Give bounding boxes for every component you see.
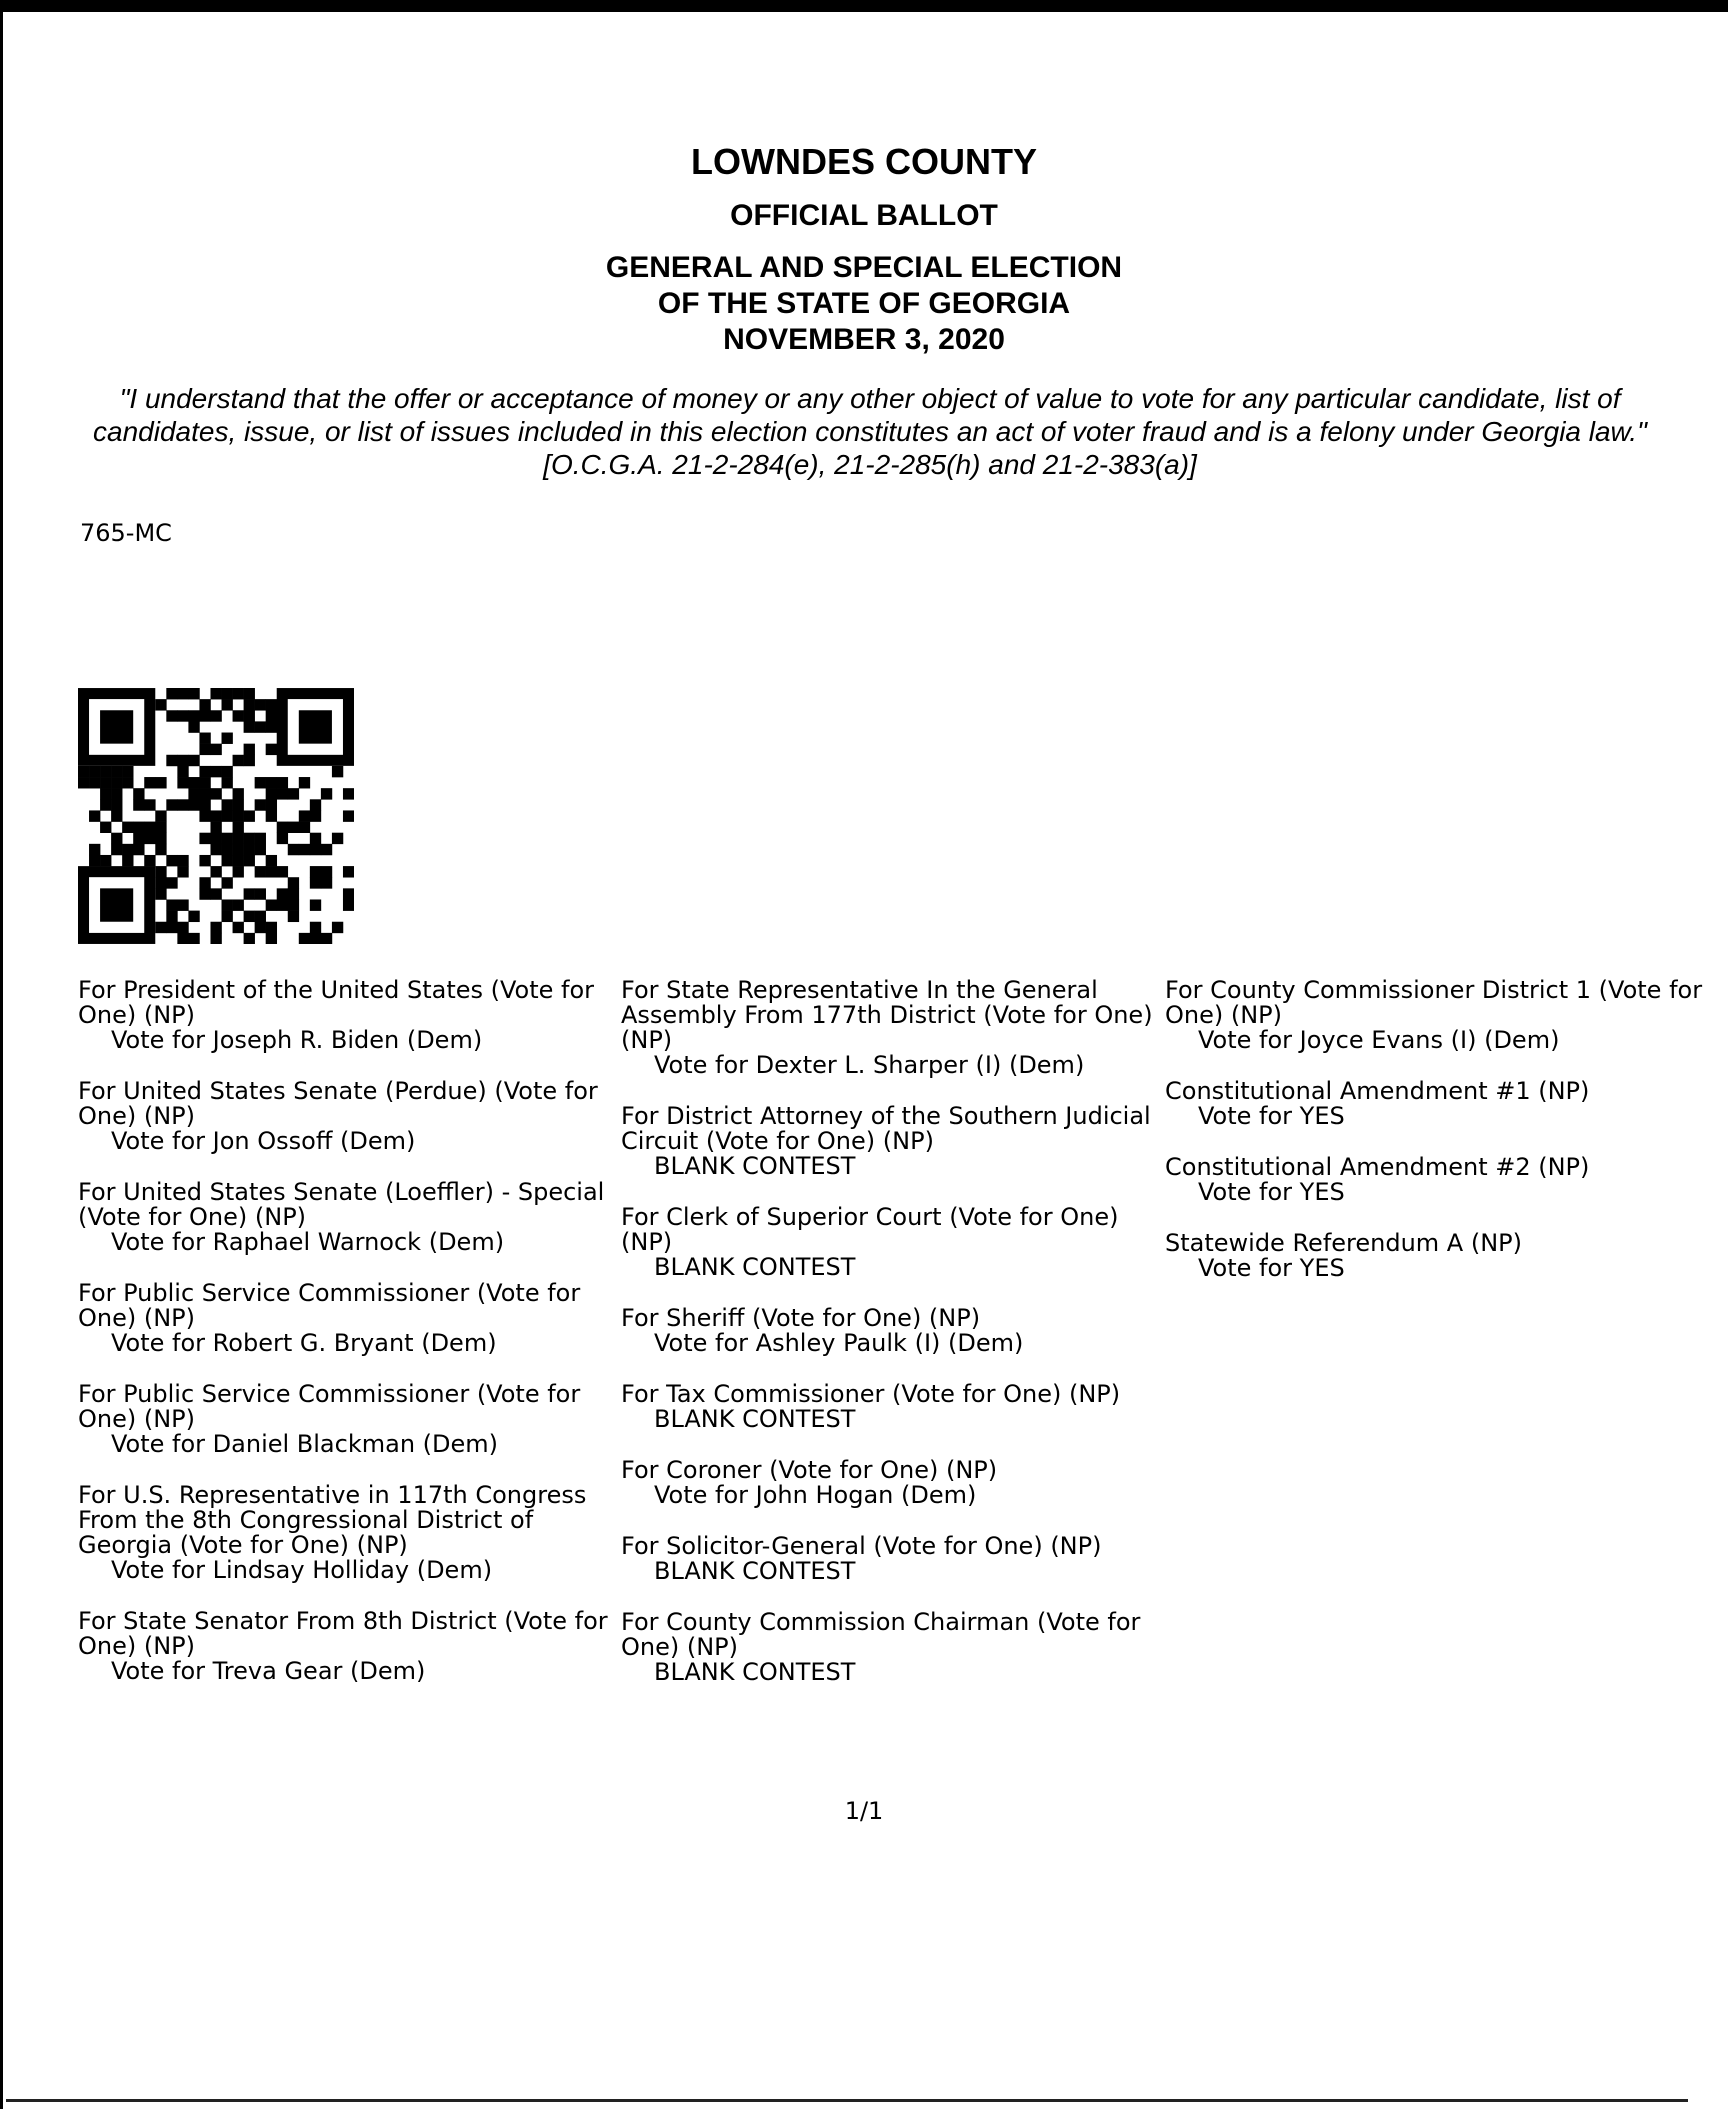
contest-title: For Tax Commissioner (Vote for One) (NP) [621,1380,1121,1408]
contest-title: For United States Senate (Loeffler) - Special (Vote for One) (NP) [78,1178,605,1231]
contest-selection: Vote for Dexter L. Sharper (I) (Dem) [654,1051,1085,1079]
contest-block [621,1306,1166,1356]
contest-selection: Vote for YES [1198,1254,1345,1282]
contest-title: For United States Senate (Perdue) (Vote for One) (NP) [78,1077,598,1130]
ballot-title: OFFICIAL BALLOT [730,199,998,232]
contest-title: For State Senator From 8th District (Vote for One) (NP) [78,1607,608,1660]
contest-selection: BLANK CONTEST [654,1658,856,1686]
ballot-header [0,138,1728,358]
contest-title: For U.S. Representative in 117th Congress From the 8th Congressional District of Georgia (Vote for One) (NP) [78,1481,587,1559]
contest-title: For President of the United States (Vote for One) (NP) [78,976,595,1029]
contest-selection: BLANK CONTEST [654,1405,856,1433]
contest-block [1165,1231,1725,1281]
contest-title: For Public Service Commissioner (Vote for One) (NP) [78,1279,581,1332]
contest-block [621,1104,1166,1179]
contest-block [621,1458,1166,1508]
ballot-style-code: 765-MC [80,519,172,547]
contest-selection: Vote for Robert G. Bryant (Dem) [111,1329,497,1357]
contest-selection: Vote for John Hogan (Dem) [654,1481,977,1509]
contest-block [621,1205,1166,1280]
contest-column-3 [1165,978,1725,1307]
contest-block [621,1382,1166,1432]
contest-selection: Vote for Raphael Warnock (Dem) [111,1228,505,1256]
contest-title: Constitutional Amendment #1 (NP) [1165,1077,1590,1105]
county-title: LOWNDES COUNTY [691,141,1037,182]
contest-selection: BLANK CONTEST [654,1152,856,1180]
contest-column-2 [621,978,1166,1711]
election-date: NOVEMBER 3, 2020 [723,323,1005,356]
contest-selection: Vote for YES [1198,1102,1345,1130]
contest-selection: Vote for YES [1198,1178,1345,1206]
contest-title: For County Commissioner District 1 (Vote for One) (NP) [1165,976,1703,1029]
election-title-line1: GENERAL AND SPECIAL ELECTION [605,251,1123,284]
contest-selection: Vote for Daniel Blackman (Dem) [111,1430,499,1458]
contest-selection: Vote for Jon Ossoff (Dem) [111,1127,416,1155]
contest-block [1165,1079,1725,1129]
contest-title: For Sheriff (Vote for One) (NP) [621,1304,981,1332]
contest-block [621,978,1166,1078]
contest-selection: Vote for Lindsay Holliday (Dem) [111,1556,493,1584]
contest-block [78,1483,623,1583]
contest-block [1165,1155,1725,1205]
contest-block [78,1382,623,1457]
contest-title: For County Commission Chairman (Vote for One) (NP) [621,1608,1141,1661]
contest-block [78,1609,623,1684]
contest-title: For Public Service Commissioner (Vote for One) (NP) [78,1380,581,1433]
contest-selection: Vote for Joyce Evans (I) (Dem) [1198,1026,1560,1054]
contest-title: For Coroner (Vote for One) (NP) [621,1456,998,1484]
contest-title: For Solicitor-General (Vote for One) (NP) [621,1532,1102,1560]
contest-selection: BLANK CONTEST [654,1253,856,1281]
contest-selection: Vote for Treva Gear (Dem) [111,1657,426,1685]
contest-title: For Clerk of Superior Court (Vote for One) (NP) [621,1203,1119,1256]
contest-title: For District Attorney of the Southern Judicial Circuit (Vote for One) (NP) [621,1102,1151,1155]
contest-selection: Vote for Ashley Paulk (I) (Dem) [654,1329,1024,1357]
contest-title: For State Representative In the General Assembly From 177th District (Vote for One) (NP) [621,976,1153,1054]
contest-block [78,1180,623,1255]
scan-top-border [0,0,1728,12]
contest-block [1165,978,1725,1053]
page-number: 1/1 [844,1797,884,1825]
contest-block [78,1079,623,1154]
qr-code-icon [78,688,354,944]
contest-selection: Vote for Joseph R. Biden (Dem) [111,1026,483,1054]
contest-title: Constitutional Amendment #2 (NP) [1165,1153,1590,1181]
contest-block [621,1610,1166,1685]
contest-selection: BLANK CONTEST [654,1557,856,1585]
contest-block [78,978,623,1053]
contest-block [621,1534,1166,1584]
election-title-line2: OF THE STATE OF GEORGIA [657,287,1071,320]
scan-bottom-rule [6,2099,1688,2102]
contest-title: Statewide Referendum A (NP) [1165,1229,1522,1257]
contest-column-1 [78,978,623,1710]
contest-block [78,1281,623,1356]
voter-fraud-notice: "I understand that the offer or acceptance of money or any other object of value to vote for any particular candidate, list of candidates, issue, or list of issues included in this election constitutes an act of voter fraud and is a felony under Georgia law." [O.C.G.A. 21-2-284(e), 21-2-285(h) and 21-2-383(a)] [93,383,1647,480]
